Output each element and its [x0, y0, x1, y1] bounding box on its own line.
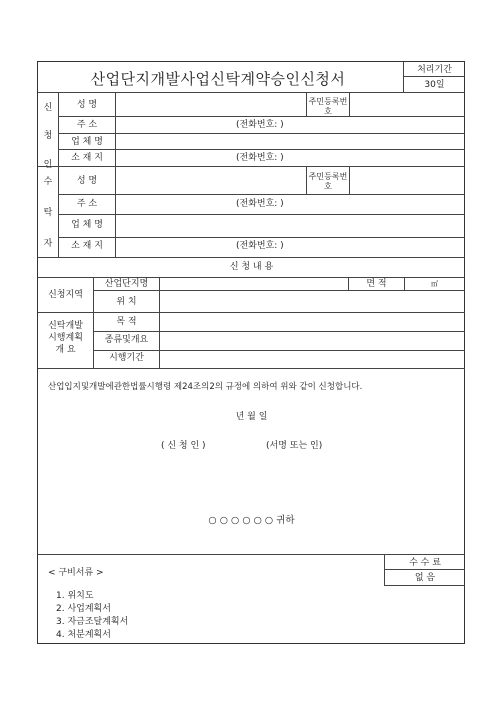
type-field[interactable]	[160, 332, 465, 349]
document-item-2: 2. 사업계획서	[56, 604, 111, 614]
trustee-char-2: 탁	[43, 208, 53, 218]
period-field[interactable]	[160, 351, 465, 367]
date-line: 년 월 일	[235, 412, 268, 422]
processing-label: 처리기간	[417, 65, 452, 75]
location-label: 위 치	[116, 297, 137, 307]
trustee-name-label: 성 명	[76, 176, 98, 186]
fee-divider	[384, 569, 465, 570]
form-title: 산업단지개발사업신탁계약승인신청서	[90, 70, 346, 88]
purpose-field[interactable]	[160, 313, 465, 330]
trustee-id-label: 주민등록번호	[308, 172, 348, 191]
trustee-location-phone-label: (전화번호: )	[236, 241, 284, 251]
type-label: 종류및개요	[104, 335, 149, 345]
row-line	[58, 149, 465, 150]
section-line	[38, 257, 465, 258]
trustee-char-3: 자	[43, 239, 53, 249]
applicant-char-3: 인	[43, 160, 53, 170]
statement-text: 산업입지및개발에관한법률시행령 제24조의2의 규정에 의하여 위와 같이 신청합니다.	[48, 382, 363, 392]
complex-name-field[interactable]	[160, 278, 347, 290]
document-item-1: 1. 위치도	[56, 591, 94, 601]
row-line	[58, 194, 465, 195]
applicant-char-1: 신	[43, 103, 53, 113]
trustee-phone-label: (전화번호: )	[236, 199, 284, 209]
recipient-line: ○ ○ ○ ○ ○ ○ 귀하	[208, 515, 295, 526]
row-line	[58, 237, 465, 238]
row-line	[38, 554, 465, 555]
row-line	[38, 368, 465, 369]
location-field[interactable]	[160, 291, 465, 311]
trustee-name-field[interactable]	[116, 167, 306, 193]
row-line	[58, 116, 465, 117]
applicant-phone-label: (전화번호: )	[236, 120, 284, 130]
trustee-location-label: 소 재 지	[71, 241, 103, 251]
region-label: 신청지역	[48, 290, 83, 300]
applicant-location-phone-label: (전화번호: )	[236, 153, 284, 163]
plan-label-line-2: 시행계획	[48, 333, 83, 343]
application-form	[37, 61, 465, 644]
signature-line: (서명 또는 인)	[266, 441, 323, 451]
area-label: 면 적	[366, 279, 387, 289]
applicant-name-label: 성 명	[76, 100, 98, 110]
content-header: 신 청 내 용	[229, 262, 274, 272]
trustee-company-label: 업 체 명	[71, 220, 103, 230]
plan-label-line-1: 신탁개발	[48, 321, 83, 331]
plan-label-line-3: 개 요	[55, 345, 76, 355]
documents-header: < 구비서류 >	[48, 568, 104, 578]
period-label: 시행기간	[109, 353, 144, 363]
applicant-company-label: 업 체 명	[71, 137, 103, 147]
applicant-company-field[interactable]	[116, 134, 465, 149]
applicant-id-field[interactable]	[350, 93, 465, 115]
trustee-company-field[interactable]	[116, 215, 465, 236]
purpose-label: 목 적	[116, 317, 137, 327]
trustee-char-1: 수	[43, 177, 53, 187]
fee-bottom-line	[384, 585, 465, 586]
trustee-id-field[interactable]	[350, 167, 465, 193]
fee-value: 없 음	[414, 573, 436, 583]
document-item-4: 4. 처분계획서	[56, 630, 111, 640]
applicant-id-label: 주민등록번호	[308, 97, 348, 116]
processing-value: 30일	[424, 80, 445, 90]
document-item-3: 3. 자금조달계획서	[56, 617, 129, 627]
complex-name-label: 산업단지명	[104, 279, 149, 289]
trustee-address-label: 주 소	[76, 199, 98, 209]
fee-label: 수 수 료	[409, 558, 441, 568]
area-unit: ㎡	[431, 280, 438, 288]
applicant-location-label: 소 재 지	[71, 153, 103, 163]
applicant-address-label: 주 소	[76, 120, 98, 130]
applicant-line: ( 신 청 인 )	[161, 441, 206, 451]
applicant-char-2: 청	[43, 131, 53, 141]
applicant-name-field[interactable]	[116, 93, 306, 115]
processing-divider	[403, 76, 465, 77]
